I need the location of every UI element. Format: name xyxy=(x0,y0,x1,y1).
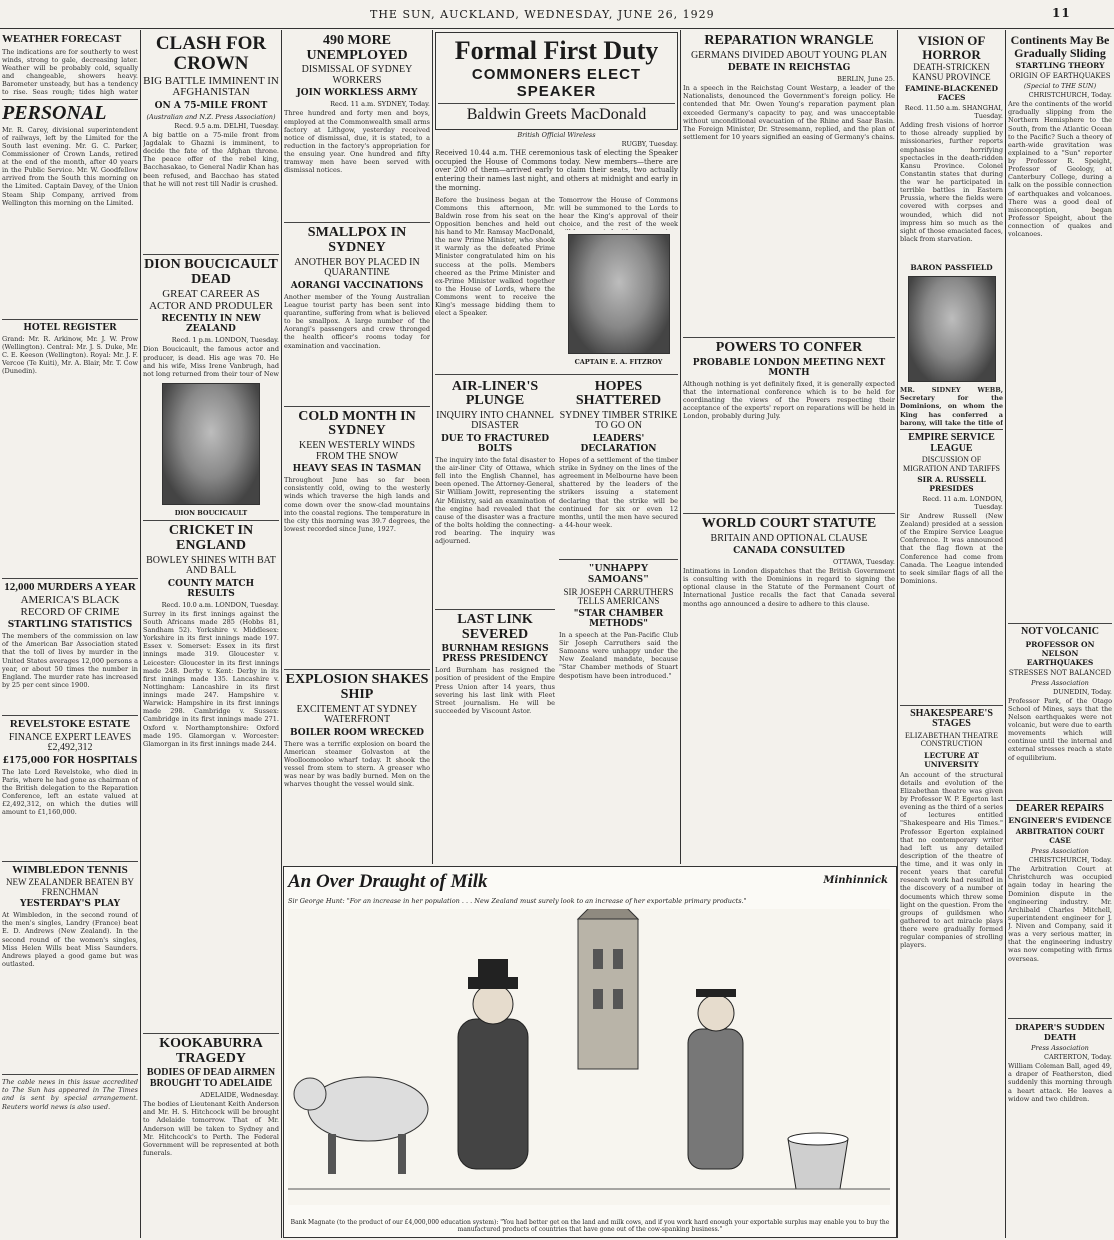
dion-boucicault-portrait xyxy=(162,383,260,505)
continents-source: (Special to THE SUN) xyxy=(1023,82,1097,91)
court-text: Intimations in London dispatches that the British Government is consulting with the Dominions in regard to signing the optional clause in the Statute of the Permanent Court of International Justice recalls the fact that Canada several months ago announced a desire to adhere to this clause. xyxy=(683,567,895,608)
hopes-heading: HOPES SHATTERED xyxy=(575,378,662,409)
cartoon-artist: Minhinnick xyxy=(823,875,888,886)
airliner-heading: AIR-LINER'S PLUNGE xyxy=(451,378,539,409)
cricket-subheading-2: COUNTY MATCH RESULTS xyxy=(167,578,255,599)
court-subheading: BRITAIN AND OPTIONAL CLAUSE xyxy=(710,532,868,544)
dearer-dateline: CHRISTCHURCH, Today. xyxy=(1028,856,1112,865)
masthead xyxy=(0,0,1114,30)
cricket-text: Surrey in its first innings against the South Africans made 285 (Hobbs 81, Sandham 52). Yorkshire v. Middlesex: Yorkshire in its first innings made 197. Essex v. Somerset: Essex in its first innings made 319. Gloucester v. Leicester: Gloucester in its first innings made 248. Derby v. Kent: Derby in its first innings made 135. Lancashire v. Nottingham: Lancashire in its first innings made 247. Hampshire v. Warwick: Hampshire in its first innings made 298. Cambridge v. Sussex: Cambridge in its first innings made 271. Oxford v. Northamptonshire: Oxford made 195. Glamorgan v. Worcester: Glamorgan in its first innings made 244. xyxy=(143,609,279,748)
divider xyxy=(284,222,430,223)
lead-story-source: British Official Wireless xyxy=(517,130,596,139)
smallpox-subheading: ANOTHER BOY PLACED IN QUARANTINE xyxy=(294,256,420,279)
empire-dateline: Recd. 11 a.m. LONDON, Tuesday. xyxy=(922,494,1003,511)
divider xyxy=(1008,623,1112,624)
clash-subheading-2: ON A 75-MILE FRONT xyxy=(154,100,268,111)
cricket-heading: CRICKET IN ENGLAND xyxy=(168,523,254,554)
hopes-subheading: SYDNEY TIMBER STRIKE TO GO ON xyxy=(559,409,678,432)
dion-heading: DION BOUCICAULT DEAD xyxy=(144,256,278,287)
column-sydney-news xyxy=(284,32,430,862)
column-rule xyxy=(680,30,681,864)
column-clash-cricket xyxy=(143,32,279,1236)
reparation-text: In a speech in the Reichstag Count Westarp, a leader of the Nationalists, denounced the Government's foreign policy. He contended that Mr. Owen Young's reparation payment plan exceeded Germany's capacity to pay, and was unacceptable without unconditional evacuation of the Rhine and Saar Basin. The Foreign Minister, Dr. Stresemann, replied, and the plan of settlement for 10 years signified an easing of Germany's chains. xyxy=(683,84,895,141)
lead-story-text-right: Tomorrow the House of Commons will be summoned to the Lords to hear the King's approval of their choice, and the rest of the week xyxy=(559,195,678,228)
court-heading: WORLD COURT STATUTE xyxy=(701,515,877,531)
divider xyxy=(900,705,1003,706)
empire-heading: EMPIRE SERVICE LEAGUE xyxy=(908,432,995,454)
lead-story-dateline: RUGBY, Tuesday. xyxy=(621,139,678,148)
murders-subheading: AMERICA'S BLACK RECORD OF CRIME xyxy=(20,594,120,618)
murders-text: The members of the commission on law of the American Bar Association stated that the toll of lives by murder in the United States averages 12,000 persons a year, or about 50 times the number in England. The murder rate has increased by 25 per cent since 1900. xyxy=(2,632,138,689)
dion-dateline: Recd. 1 p.m. LONDON, Tuesday. xyxy=(171,336,279,345)
explosion-subheading-2: BOILER ROOM WRECKED xyxy=(290,727,424,738)
divider xyxy=(1008,800,1112,801)
clash-text: A big battle on a 75-mile front from Jagdalak to Ghazni is imminent, to decide the fate of the Afghan throne. The peace offer of the rebel king, Bacchasakao, to General Nadir Khan has been refused, and Bacchao has stated that he will not rest till Nadir is crushed. xyxy=(143,130,279,188)
divider xyxy=(143,1033,279,1034)
dion-text-intro: Dion Boucicault, the famous actor and producer, is dead. His age was 70. He and his wife, Miss Irene Vanbrugh, had not long returned from their tour of New xyxy=(143,345,279,378)
estate-text: The late Lord Revelstoke, who died in Paris, where he had gone as chairman of the British delegation to the Reparation Conference, left an estate valued at £2,492,312, on which the duties will amount to £1,160,000. xyxy=(2,767,138,817)
shakespeare-heading: SHAKESPEARE'S STAGES xyxy=(910,707,993,730)
continents-dateline: CHRISTCHURCH, Today. xyxy=(1028,91,1112,100)
baron-caption: MR. SIDNEY WEBB, Secretary for the Dominions, on whom the King has conferred a barony, will take the title of xyxy=(900,386,1003,427)
clash-source: (Australian and N.Z. Press Association) xyxy=(146,112,276,121)
column-rule xyxy=(281,30,282,1238)
explosion-subheading: EXCITEMENT AT SYDNEY WATERFRONT xyxy=(296,703,418,725)
lead-story-subtitle: COMMONERS ELECT SPEAKER xyxy=(471,66,642,100)
divider xyxy=(438,103,675,104)
tennis-subheading-2: YESTERDAY'S PLAY xyxy=(19,899,121,910)
empire-text: Sir Andrew Russell (New Zealand) presided at a session of the Empire Service League Conference. It was announced that the flag flown at the Conference had come from Canada. The League intended to seek similar flags of all the Dominions. xyxy=(900,511,1003,585)
airliner-text: The inquiry into the fatal disaster to the air-liner City of Ottawa, which fell into the English Channel, has been opened. The Attorney-General, Sir William Jowitt, representing the Air Ministry, said an examination of the engine had revealed that the cause of the disaster was a fracture of the bolts holding the connecting-rod bearing. The inquiry was adjourned. xyxy=(435,455,555,546)
unhappy-heading: "UNHAPPY SAMOANS" xyxy=(587,561,650,586)
unemployed-heading: 490 MORE UNEMPLOYED xyxy=(306,33,408,63)
divider xyxy=(683,337,895,338)
vision-text: Adding fresh visions of horror to those already supplied by missionaries, further reports emphasise horrifying spectacles in the death-ridden Kansu Province. Colonel Constantin states that during the war he participated in terrible battles in Eastern Prussia, where the fields were covered with corpses and wounded, which did not impress him so much as the sight of those emaciated faces, black from starvation. xyxy=(900,121,1003,243)
explosion-heading: EXPLOSION SHAKES SHIP xyxy=(285,672,429,702)
weather-heading: WEATHER FORECAST xyxy=(2,33,122,45)
court-dateline: OTTAWA, Tuesday. xyxy=(833,558,895,567)
dearer-subheading-2: ARBITRATION COURT CASE xyxy=(1015,827,1105,846)
divider xyxy=(900,429,1003,430)
cartoon-title: An Over Draught of Milk xyxy=(288,871,488,892)
unemployed-subheading: DISMISSAL OF SYDNEY WORKERS xyxy=(301,64,413,86)
cold-subheading-2: HEAVY SEAS IN TASMAN xyxy=(292,464,422,475)
lastlink-text: Lord Burnham has resigned the position of president of the Empire Press Union after 14 years, thus severing his last link with Fleet Street journalism. He will be succeeded by Viscount Astor. xyxy=(435,666,555,715)
divider xyxy=(2,715,138,716)
kookaburra-heading: KOOKABURRA TRAGEDY xyxy=(159,1035,263,1066)
reparation-dateline: BERLIN, June 25. xyxy=(837,75,895,84)
smallpox-subheading-2: AORANGI VACCINATIONS xyxy=(290,280,424,291)
court-subheading-2: CANADA CONSULTED xyxy=(733,546,845,557)
divider xyxy=(435,609,555,610)
column-continents xyxy=(1008,32,1112,1236)
vision-heading: VISION OF HORROR xyxy=(917,33,986,62)
draper-text: William Coleman Ball, aged 49, a draper of Featherston, died suddenly this morning through a heart attack. He leaves a widow and two children. xyxy=(1008,1062,1112,1103)
lead-story-right-column xyxy=(559,196,678,371)
cartoon-illustration xyxy=(288,909,890,1205)
sidney-webb-portrait xyxy=(908,276,996,382)
divider xyxy=(2,1074,138,1075)
powers-subheading: PROBABLE LONDON MEETING NEXT MONTH xyxy=(692,357,886,378)
shakespeare-subheading-2: LECTURE AT UNIVERSITY xyxy=(924,750,979,769)
column-rule xyxy=(1005,30,1006,1238)
newspaper-masthead-title: THE SUN, AUCKLAND, WEDNESDAY, JUNE 26, 1929 xyxy=(370,8,715,21)
lead-story-lead: Received 10.44 a.m. THE ceremonious task of electing the Speaker occupied the House of Commons today. New members—there are over 200 of them—arrived early to claim their seats, two actually entering their names last night, and others at midnight and early in the morning. xyxy=(435,148,678,192)
shakespeare-subheading: ELIZABETHAN THEATRE CONSTRUCTION xyxy=(905,730,998,749)
reparation-heading: REPARATION WRANGLE xyxy=(704,33,874,48)
column-reparation xyxy=(683,32,895,862)
hopes-text: Hopes of a settlement of the timber strike in Sydney on the lines of the agreement in Melbourne have been shattered by the leaders of the strikers issuing a statement declaring that the strike will be continued for six or even 12 months, until the men have secured a 44-hour week. xyxy=(559,455,678,529)
personal-heading: PERSONAL xyxy=(2,101,107,124)
notvolcanic-text: Professor Park, of the Otago School of Mines, says that the Nelson earthquakes were not volcanic, but were due to earth movements which will continue until the internal and external stresses reach a state of equilibrium. xyxy=(1008,696,1112,762)
estate-subheading: FINANCE EXPERT LEAVES £2,492,312 xyxy=(8,731,132,754)
airliner-subheading-2: DUE TO FRACTURED BOLTS xyxy=(440,433,550,454)
weather-text: The indications are for southerly to west winds, strong to gale, decreasing later. Weather will be probably cold, squally and changeable, showers heavy. Barometer unsteady, but has a tendency to rise. Seas rough; tides high water xyxy=(2,47,138,96)
estate-heading: REVELSTOKE ESTATE xyxy=(9,718,131,731)
divider xyxy=(683,513,895,514)
clash-subheading: BIG BATTLE IMMINENT IN AFGHANISTAN xyxy=(143,74,279,99)
captain-fitzroy-portrait xyxy=(568,234,670,354)
column-rule xyxy=(432,30,433,864)
unhappy-text: In a speech at the Pan-Pacific Club Sir Joseph Carruthers said the Samoans were unhappy under the New Zealand mandate, because "Star Chamber methods of Stuart despotism have been introduced." xyxy=(559,630,678,680)
notvolcanic-heading: NOT VOLCANIC xyxy=(1020,626,1100,638)
column-weather-personal xyxy=(2,32,138,1236)
dearer-text: The Arbitration Court at Christchurch was occupied again today in hearing the Dominion dispute in the engineering industry. Mr. Archibald Charles Mitchell, superintendent engineer for J. J. Niven and Company, said it was a very serious matter, in that the engineering industry was now competing with firms overseas. xyxy=(1008,865,1112,963)
lead-story-text-left: Before the business began at the Commons this afternoon, Mr. Baldwin rose from his seat on the Opposition benches and held out his hand to Mr. Ramsay MacDonald, the new Prime Minister, who shook it warmly as the defeated Prime Minister congratulated him on his success at the polls. Members cheered as the Prime Minister and ex-Prime Minister walked together to the House of Lords, where the Commons went to receive the King's message bidding them to elect a Speaker. xyxy=(435,195,555,318)
notvolcanic-dateline: DUNEDIN, Today. xyxy=(1053,687,1112,696)
cricket-dateline: Recd. 10.0 a.m. LONDON, Tuesday. xyxy=(161,600,279,609)
continents-heading: Continents May Be Gradually Sliding xyxy=(1010,33,1110,60)
kookaburra-text: The bodies of Lieutenant Keith Anderson and Mr. H. S. Hitchcock will be brought to Adelaide tomorrow. That of Mr. Anderson will be taken to Sydney and Mr. Hitchcock's to Perth. The Federal Government will be represented at both funerals. xyxy=(143,1100,279,1157)
kookaburra-dateline: ADELAIDE, Wednesday. xyxy=(200,1091,279,1100)
hotel-text: Grand: Mr. R. Arkinow, Mr. J. W. Prow (Wellington). Central: Mr. J. S. Duke, Mr. C. E. Keeson (Wellington). Royal: Mr. J. F. Vercoe (Te Kuiti), Mr. A. Blair, Mr. T. Cow (Dunedin). xyxy=(2,334,138,376)
lastlink-subheading: BURNHAM RESIGNS PRESS PRESIDENCY xyxy=(441,644,549,665)
notvolcanic-subheading: PROFESSOR ON NELSON EARTHQUAKES xyxy=(1025,639,1095,667)
cold-heading: COLD MONTH IN SYDNEY xyxy=(298,408,416,439)
hotel-heading: HOTEL REGISTER xyxy=(23,322,117,333)
dearer-source: Press Association xyxy=(1031,847,1089,856)
personal-text: Mr. R. Carey, divisional superintendent of railways, left by the Limited for the South last evening. Mr. G. C. Parker, Commissioner of Crown Lands, retired at the end of the month, after 40 years in the Public Service. Mr. W. Goodfellow arrived from the South this morning on the Limited. Captain Davey, of the Union Steam Ship Company, arrived from Wellington this morning on the Limited. xyxy=(2,125,138,207)
empire-subheading: DISCUSSION OF MIGRATION AND TARIFFS xyxy=(902,455,1000,473)
dion-subheading-2: RECENTLY IN NEW ZEALAND xyxy=(161,314,261,335)
smallpox-heading: SMALLPOX IN SYDNEY xyxy=(307,225,407,256)
divider xyxy=(143,254,279,255)
notvolcanic-source: Press Association xyxy=(1031,678,1089,687)
unemployed-dateline: Recd. 11 a.m. SYDNEY, Today. xyxy=(330,100,430,109)
empire-subheading-2: SIR A. RUSSELL PRESIDES xyxy=(917,474,986,493)
divider xyxy=(143,520,279,521)
unhappy-subheading: SIR JOSEPH CARRUTHERS TELLS AMERICANS xyxy=(563,587,674,607)
divider xyxy=(435,374,678,375)
continents-text: Are the continents of the world gradually slipping from the Northern Hemisphere to the South, from the Atlantic Ocean to the Pacific? Such a theory of earth-wide gravitation was explained to a "Sun" reporter by Professor R. Speight, Professor of Geology, at Canterbury College, during a talk on the possible connection of earthquakes and volcanoes. There was a good deal of misconception, began Professor Speight, about the connection of quakes and volcanoes. xyxy=(1008,100,1112,239)
center-lower-right xyxy=(559,378,678,716)
tennis-subheading: NEW ZEALANDER BEATEN BY FRENCHMAN xyxy=(5,877,135,897)
lead-story-body xyxy=(435,196,678,371)
divider xyxy=(2,319,138,320)
dion-subheading: GREAT CAREER AS ACTOR AND PRODULER xyxy=(149,288,273,312)
continents-subheading-2: ORIGIN OF EARTHQUAKES xyxy=(1009,72,1111,81)
dion-caption: DION BOUCICAULT xyxy=(174,509,248,518)
divider xyxy=(284,406,430,407)
divider xyxy=(1008,1018,1112,1019)
cricket-subheading: BOWLEY SHINES WITH BAT AND BALL xyxy=(146,554,276,577)
continents-subheading: STARTLING THEORY xyxy=(1015,61,1105,71)
clash-dateline: Recd. 9.5 a.m. DELHI, Tuesday. xyxy=(174,121,279,130)
dearer-subheading: ENGINEER'S EVIDENCE xyxy=(1008,816,1112,826)
draper-heading: DRAPER'S SUDDEN DEATH xyxy=(1015,1022,1105,1043)
column-rule xyxy=(140,30,141,1238)
notvolcanic-subheading-2: STRESSES NOT BALANCED xyxy=(1008,668,1112,677)
lead-story-title: Formal First Duty xyxy=(454,36,659,65)
cable-notice-text: The cable news in this issue accredited to The Sun has appeared in The Times and is sent by special arrangement. Reuters world news is also used. xyxy=(2,1078,138,1111)
shakespeare-text: An account of the structural details and evolution of the Elizabethan theatre was given by Professor W. P. Egerton last evening as the third of a series of lectures entitled "Shakespeare and His Times." Professor Egerton explained that no contemporary writer had left us any detailed description of the theatre of the time, and it was only in recent years that careful research work had resulted in the discovery of a number of documents which threw some light on the question. From the groups of guildsmen who gathered to act miracle plays there were gradually formed regular companies of strolling players. xyxy=(900,770,1003,950)
divider xyxy=(2,578,138,579)
draper-source: Press Association xyxy=(1031,1044,1089,1053)
draper-dateline: CARTERTON, Today. xyxy=(1043,1053,1112,1062)
reparation-subheading-2: DEBATE IN REICHSTAG xyxy=(727,63,851,74)
fitzroy-caption: CAPTAIN E. A. FITZROY xyxy=(574,357,663,366)
cartoon-panel xyxy=(283,866,897,1238)
tennis-text: At Wimbledon, in the second round of the men's singles, Landry (France) beat E. D. Andrews (New Zealand). In the second round of the women's singles, Miss Helen Wills beat Miss Saunders. Andrews played a good game but was outlasted. xyxy=(2,911,138,968)
reparation-subheading: GERMANS DIVIDED ABOUT YOUNG PLAN xyxy=(690,49,888,61)
divider xyxy=(2,99,138,100)
lead-story-tagline: Baldwin Greets MacDonald xyxy=(466,106,647,123)
vision-dateline: Recd. 11.50 a.m. SHANGHAI, Tuesday. xyxy=(904,104,1003,121)
cartoon-quote: Sir George Hunt: "For an increase in her population . . . New Zealand must surely look to an increase of her exportable primary products." xyxy=(288,897,747,905)
dearer-heading: DEARER REPAIRS xyxy=(1016,802,1104,814)
divider xyxy=(2,861,138,862)
cold-subheading: KEEN WESTERLY WINDS FROM THE SNOW xyxy=(298,440,416,462)
divider xyxy=(559,559,678,560)
masthead-rule xyxy=(0,28,1114,29)
vision-subheading: DEATH-STRICKEN KANSU PROVINCE xyxy=(912,62,991,82)
powers-heading: POWERS TO CONFER xyxy=(715,340,863,356)
divider xyxy=(284,669,430,670)
page-number: 11 xyxy=(1052,6,1071,20)
center-lower-left xyxy=(435,378,555,716)
unhappy-subheading-2: "STAR CHAMBER METHODS" xyxy=(573,608,664,629)
cartoon-caption: Bank Magnate (to the product of our £4,000,000 education system): "You had better get on the land and milk cows, and if you work hard enough your exportable surplus may enable you to buy the manufactured products of countries that have gone out of the cow-spanking business." xyxy=(290,1219,890,1233)
murders-subheading-2: STARTLING STATISTICS xyxy=(7,620,133,631)
estate-subheading-2: £175,000 FOR HOSPITALS xyxy=(2,755,138,766)
unemployed-subheading-2: JOIN WORKLESS ARMY xyxy=(296,88,418,99)
column-center-lead-story xyxy=(435,32,678,862)
airliner-subheading: INQUIRY INTO CHANNEL DISASTER xyxy=(436,409,554,432)
murders-heading: 12,000 MURDERS A YEAR xyxy=(4,580,136,593)
tennis-heading: WIMBLEDON TENNIS xyxy=(12,863,128,876)
unemployed-text: Three hundred and forty men and boys, employed at the Commonwealth small arms factory at Lithgow, yesterday received notice of dismissal, due, it is stated, to a reduction in the factory's appropriation for the ensuing year. One hundred and fifty tramway men have been served with dismissal notices. xyxy=(284,109,430,175)
powers-text: Although nothing is yet definitely fixed, it is generally expected that the international conference which is to be held for coordinating the views of the Powers respecting their acceptance of the experts' report on reparations will be held in London, probably during July. xyxy=(683,379,895,421)
cold-text: Throughout June has so far been consistently cold, owing to the westerly winds which traverse the high lands and come down over the snow-clad mountains into the coastal regions. The temperature in the city this morning was 39.7 degrees, the lowest recorded since June, 1927. xyxy=(284,476,430,533)
lead-story-header-box xyxy=(435,32,678,130)
hopes-subheading-2: LEADERS' DECLARATION xyxy=(580,433,657,454)
center-lower-stories xyxy=(435,378,678,716)
clash-heading: CLASH FOR CROWN xyxy=(155,33,267,74)
smallpox-text: Another member of the Young Australian League tourist party has been sent into quarantine, suffering from what is believed to be smallpox. A large number of the Aorangi's passengers and crew thronged the health officer's rooms today for examination and vaccination. xyxy=(284,292,430,350)
column-rule xyxy=(897,30,898,1238)
kookaburra-subheading: BODIES OF DEAD AIRMEN BROUGHT TO ADELAIDE xyxy=(146,1067,276,1089)
explosion-text: There was a terrific explosion on board the American steamer Golvaston at the Woolloomooloo wharf today. It shook the vessel from stem to stern. A greaser who was near by was badly burned. Men on the wharves thought the vessel would sink. xyxy=(284,739,430,789)
baron-heading: BARON PASSFIELD xyxy=(910,263,993,273)
column-vision-empire xyxy=(900,32,1003,1236)
vision-subheading-2: FAMINE-BLACKENED FACES xyxy=(904,84,999,103)
lastlink-heading: LAST LINK SEVERED xyxy=(457,611,533,642)
